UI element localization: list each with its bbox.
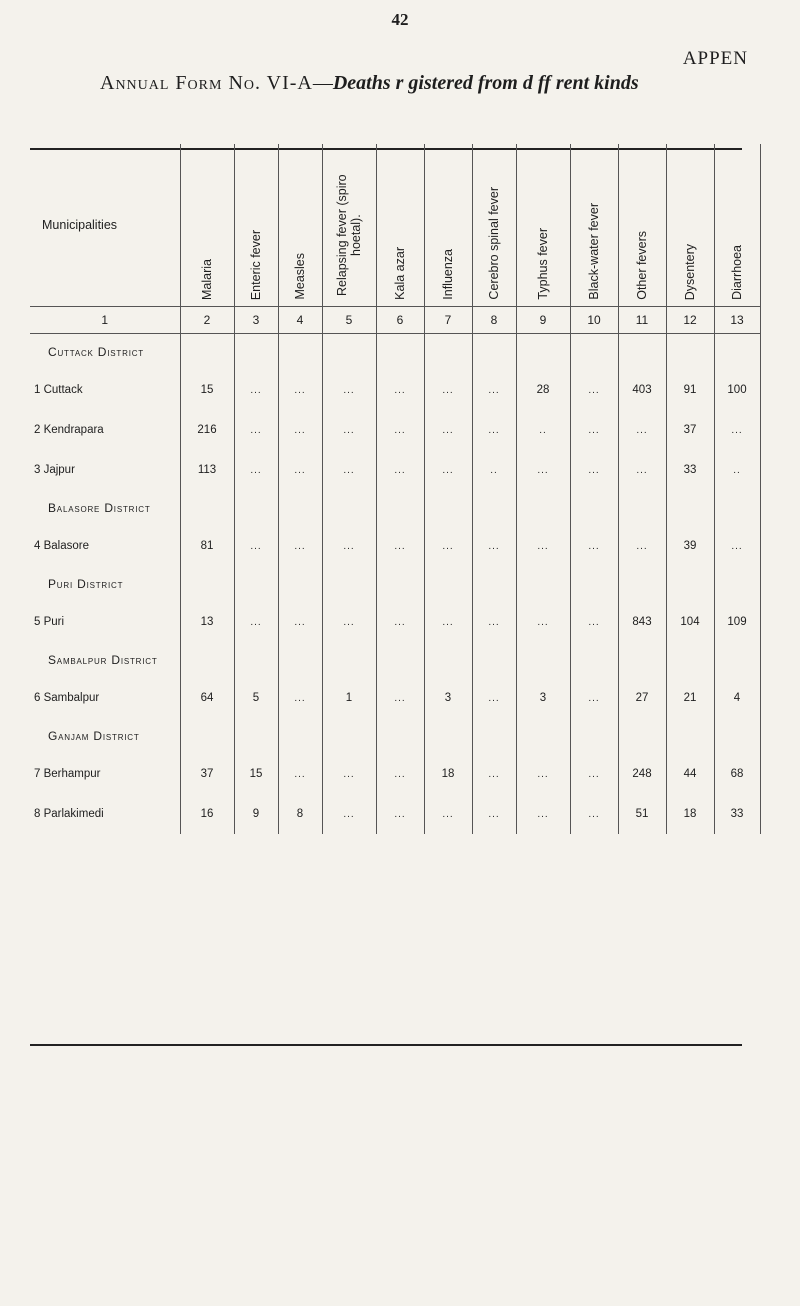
table-cell: 44 [666,754,714,794]
empty-cell [714,718,760,754]
table-row [30,794,760,834]
district-header-row [30,334,760,371]
table-cell: 39 [666,526,714,566]
table-cell: ... [472,410,516,450]
table-cell: ... [322,794,376,834]
empty-cell [666,566,714,602]
empty-cell [618,490,666,526]
table-cell: ... [278,678,322,718]
municipality-name: 5 Puri [34,616,65,628]
appendix-label: APPEN [682,48,748,69]
table-cell: ... [570,754,618,794]
table-cell: ... [234,602,278,642]
table-row [30,602,760,642]
column-header [424,144,472,307]
table-cell: 64 [180,678,234,718]
table-cell: 15 [234,754,278,794]
deaths-table-container [30,144,747,834]
column-header-label: Enteric fever [249,229,263,300]
table-cell: .. [472,450,516,490]
empty-cell [516,490,570,526]
municipality-name: 3 Jajpur [34,464,75,476]
table-cell: ... [234,370,278,410]
table-cell: 100 [714,370,760,410]
column-header [376,144,424,307]
table-cell: ... [472,526,516,566]
column-header [322,144,376,307]
district-header-row [30,718,760,754]
table-cell: 27 [618,678,666,718]
column-number: 7 [424,307,472,334]
column-number: 11 [618,307,666,334]
table-cell: ... [472,370,516,410]
empty-cell [714,490,760,526]
empty-cell [376,642,424,678]
district-name: Balasore District [48,501,151,515]
table-cell: ... [278,602,322,642]
column-number-row [30,307,760,334]
table-cell: ... [322,526,376,566]
table-cell: ... [322,450,376,490]
empty-cell [424,490,472,526]
table-cell: ... [472,602,516,642]
empty-cell [376,334,424,371]
table-cell: ... [376,370,424,410]
empty-cell [472,718,516,754]
district-header-row [30,566,760,602]
table-cell: ... [376,678,424,718]
table-cell: ... [234,450,278,490]
column-header-label: Kala azar [393,247,407,300]
municipality-name: 8 Parlakimedi [34,808,104,820]
table-body [30,334,760,835]
table-cell: 9 [234,794,278,834]
table-cell: ... [376,450,424,490]
column-header-label: Typhus fever [536,228,550,300]
column-header-label: Black-water fever [587,203,601,300]
form-title-subject: Deaths r gistered from d ff rent kinds [332,72,639,94]
table-cell: ... [424,450,472,490]
column-header [666,144,714,307]
table-cell: ... [234,410,278,450]
column-header-label: Cerebro spinal fever [487,187,501,300]
table-cell: 5 [234,678,278,718]
table-cell: ... [278,370,322,410]
table-cell: ... [516,602,570,642]
municipality-name: 2 Kendrapara [34,424,104,436]
empty-cell [666,490,714,526]
table-cell: ... [234,526,278,566]
table-cell: 4 [714,678,760,718]
empty-cell [322,566,376,602]
column-number: 10 [570,307,618,334]
table-cell: ... [570,794,618,834]
table-cell: ... [516,526,570,566]
empty-cell [376,490,424,526]
empty-cell [278,490,322,526]
column-header-label: Measles [293,253,307,300]
column-header [570,144,618,307]
municipality-name: 4 Balasore [34,540,89,552]
table-cell: ... [278,410,322,450]
table-cell: ... [322,602,376,642]
table-cell: ... [472,794,516,834]
empty-cell [376,718,424,754]
column-number: 6 [376,307,424,334]
table-cell: 16 [180,794,234,834]
table-cell: ... [618,526,666,566]
empty-cell [424,334,472,371]
empty-cell [618,718,666,754]
table-row [30,450,760,490]
column-header [180,144,234,307]
empty-cell [714,642,760,678]
table-cell: ... [516,450,570,490]
table-cell: 843 [618,602,666,642]
empty-cell [714,334,760,371]
empty-cell [180,566,234,602]
table-cell: ... [424,526,472,566]
table-cell: 68 [714,754,760,794]
column-header [234,144,278,307]
table-cell: ... [278,754,322,794]
empty-cell [570,566,618,602]
table-cell: ... [570,678,618,718]
column-number: 2 [180,307,234,334]
table-cell: 18 [424,754,472,794]
column-number: 5 [322,307,376,334]
empty-cell [424,718,472,754]
empty-cell [618,642,666,678]
table-cell: ... [424,370,472,410]
table-cell: 3 [424,678,472,718]
page-number: 42 [391,10,409,29]
column-header-label: Malaria [200,259,214,300]
table-cell: ... [472,678,516,718]
table-cell: ... [472,754,516,794]
empty-cell [234,718,278,754]
empty-cell [234,642,278,678]
empty-cell [570,718,618,754]
empty-cell [234,490,278,526]
column-header [472,144,516,307]
column-header-label: Diarrhoea [730,245,744,300]
table-cell: 3 [516,678,570,718]
table-cell: 91 [666,370,714,410]
table-cell: 1 [322,678,376,718]
column-header [516,144,570,307]
empty-cell [618,334,666,371]
table-cell: 248 [618,754,666,794]
district-name: Sambalpur District [48,653,158,667]
empty-cell [234,334,278,371]
empty-cell [472,334,516,371]
table-cell: .. [516,410,570,450]
district-header-row [30,490,760,526]
empty-cell [322,334,376,371]
form-title [100,72,639,95]
header-row [30,144,760,307]
empty-cell [666,718,714,754]
table-cell: 15 [180,370,234,410]
table-cell: ... [376,794,424,834]
table-row [30,370,760,410]
empty-cell [322,718,376,754]
column-header-label: Influenza [441,249,455,300]
table-row [30,526,760,566]
empty-cell [516,334,570,371]
column-number: 12 [666,307,714,334]
table-cell: ... [618,450,666,490]
table-cell: ... [278,450,322,490]
table-cell: ... [376,602,424,642]
table-cell: ... [570,526,618,566]
table-cell: 113 [180,450,234,490]
empty-cell [180,718,234,754]
empty-cell [618,566,666,602]
empty-cell [278,334,322,371]
table-cell: 104 [666,602,714,642]
table-cell: 403 [618,370,666,410]
deaths-table [30,144,761,834]
table-cell: ... [714,410,760,450]
form-title-number: Annual Form No. VI-A [100,72,313,94]
table-cell: ... [376,410,424,450]
table-cell: ... [376,754,424,794]
column-header-label: Dysentery [683,243,697,300]
table-cell: ... [516,794,570,834]
municipality-name: 7 Berhampur [34,768,101,780]
table-cell: ... [516,754,570,794]
empty-cell [424,642,472,678]
column-number: 8 [472,307,516,334]
district-name: Ganjam District [48,729,140,743]
column-header [618,144,666,307]
table-cell: .. [714,450,760,490]
table-cell: 37 [180,754,234,794]
table-cell: 28 [516,370,570,410]
table-cell: ... [570,602,618,642]
column-number: 3 [234,307,278,334]
column-header-label: Other fevers [635,231,649,300]
empty-cell [376,566,424,602]
table-cell: 37 [666,410,714,450]
column-number: 4 [278,307,322,334]
table-cell: ... [424,794,472,834]
table-cell: 81 [180,526,234,566]
empty-cell [424,566,472,602]
table-cell: ... [424,410,472,450]
empty-cell [666,334,714,371]
municipality-name: 6 Sambalpur [34,692,100,704]
table-header [30,144,760,334]
municipality-name: 1 Cuttack [34,384,83,396]
column-header [278,144,322,307]
empty-cell [180,334,234,371]
table-cell: 21 [666,678,714,718]
empty-cell [322,490,376,526]
form-title-dash: — [312,72,333,94]
column-number: 13 [714,307,760,334]
table-cell: ... [322,370,376,410]
table-row [30,754,760,794]
column-header-label: Relapsing fever (spiro hoetal). [335,174,363,296]
empty-cell [516,642,570,678]
table-cell: 51 [618,794,666,834]
table-cell: 33 [714,794,760,834]
table-cell: ... [714,526,760,566]
empty-cell [278,566,322,602]
table-cell: ... [570,450,618,490]
district-name: Puri District [48,577,124,591]
empty-cell [666,642,714,678]
table-cell: ... [570,370,618,410]
table-cell: ... [322,410,376,450]
empty-cell [180,642,234,678]
table-cell: 216 [180,410,234,450]
district-name: Cuttack District [48,345,144,359]
table-cell: 109 [714,602,760,642]
column-number: 9 [516,307,570,334]
table-cell: ... [618,410,666,450]
empty-cell [322,642,376,678]
empty-cell [472,566,516,602]
table-cell: 13 [180,602,234,642]
table-cell: 18 [666,794,714,834]
empty-cell [714,566,760,602]
table-cell: ... [376,526,424,566]
table-row [30,410,760,450]
empty-cell [278,718,322,754]
municipalities-header: Municipalities [42,218,118,232]
table-bottom-rule [30,1044,742,1046]
table-row [30,678,760,718]
empty-cell [472,642,516,678]
table-cell: ... [570,410,618,450]
empty-cell [570,334,618,371]
empty-cell [570,642,618,678]
column-number: 1 [30,307,180,334]
empty-cell [570,490,618,526]
empty-cell [180,490,234,526]
empty-cell [516,566,570,602]
table-cell: ... [424,602,472,642]
empty-cell [472,490,516,526]
column-header [714,144,760,307]
table-cell: 8 [278,794,322,834]
table-cell: 33 [666,450,714,490]
empty-cell [516,718,570,754]
empty-cell [234,566,278,602]
table-cell: ... [322,754,376,794]
empty-cell [278,642,322,678]
district-header-row [30,642,760,678]
table-cell: ... [278,526,322,566]
